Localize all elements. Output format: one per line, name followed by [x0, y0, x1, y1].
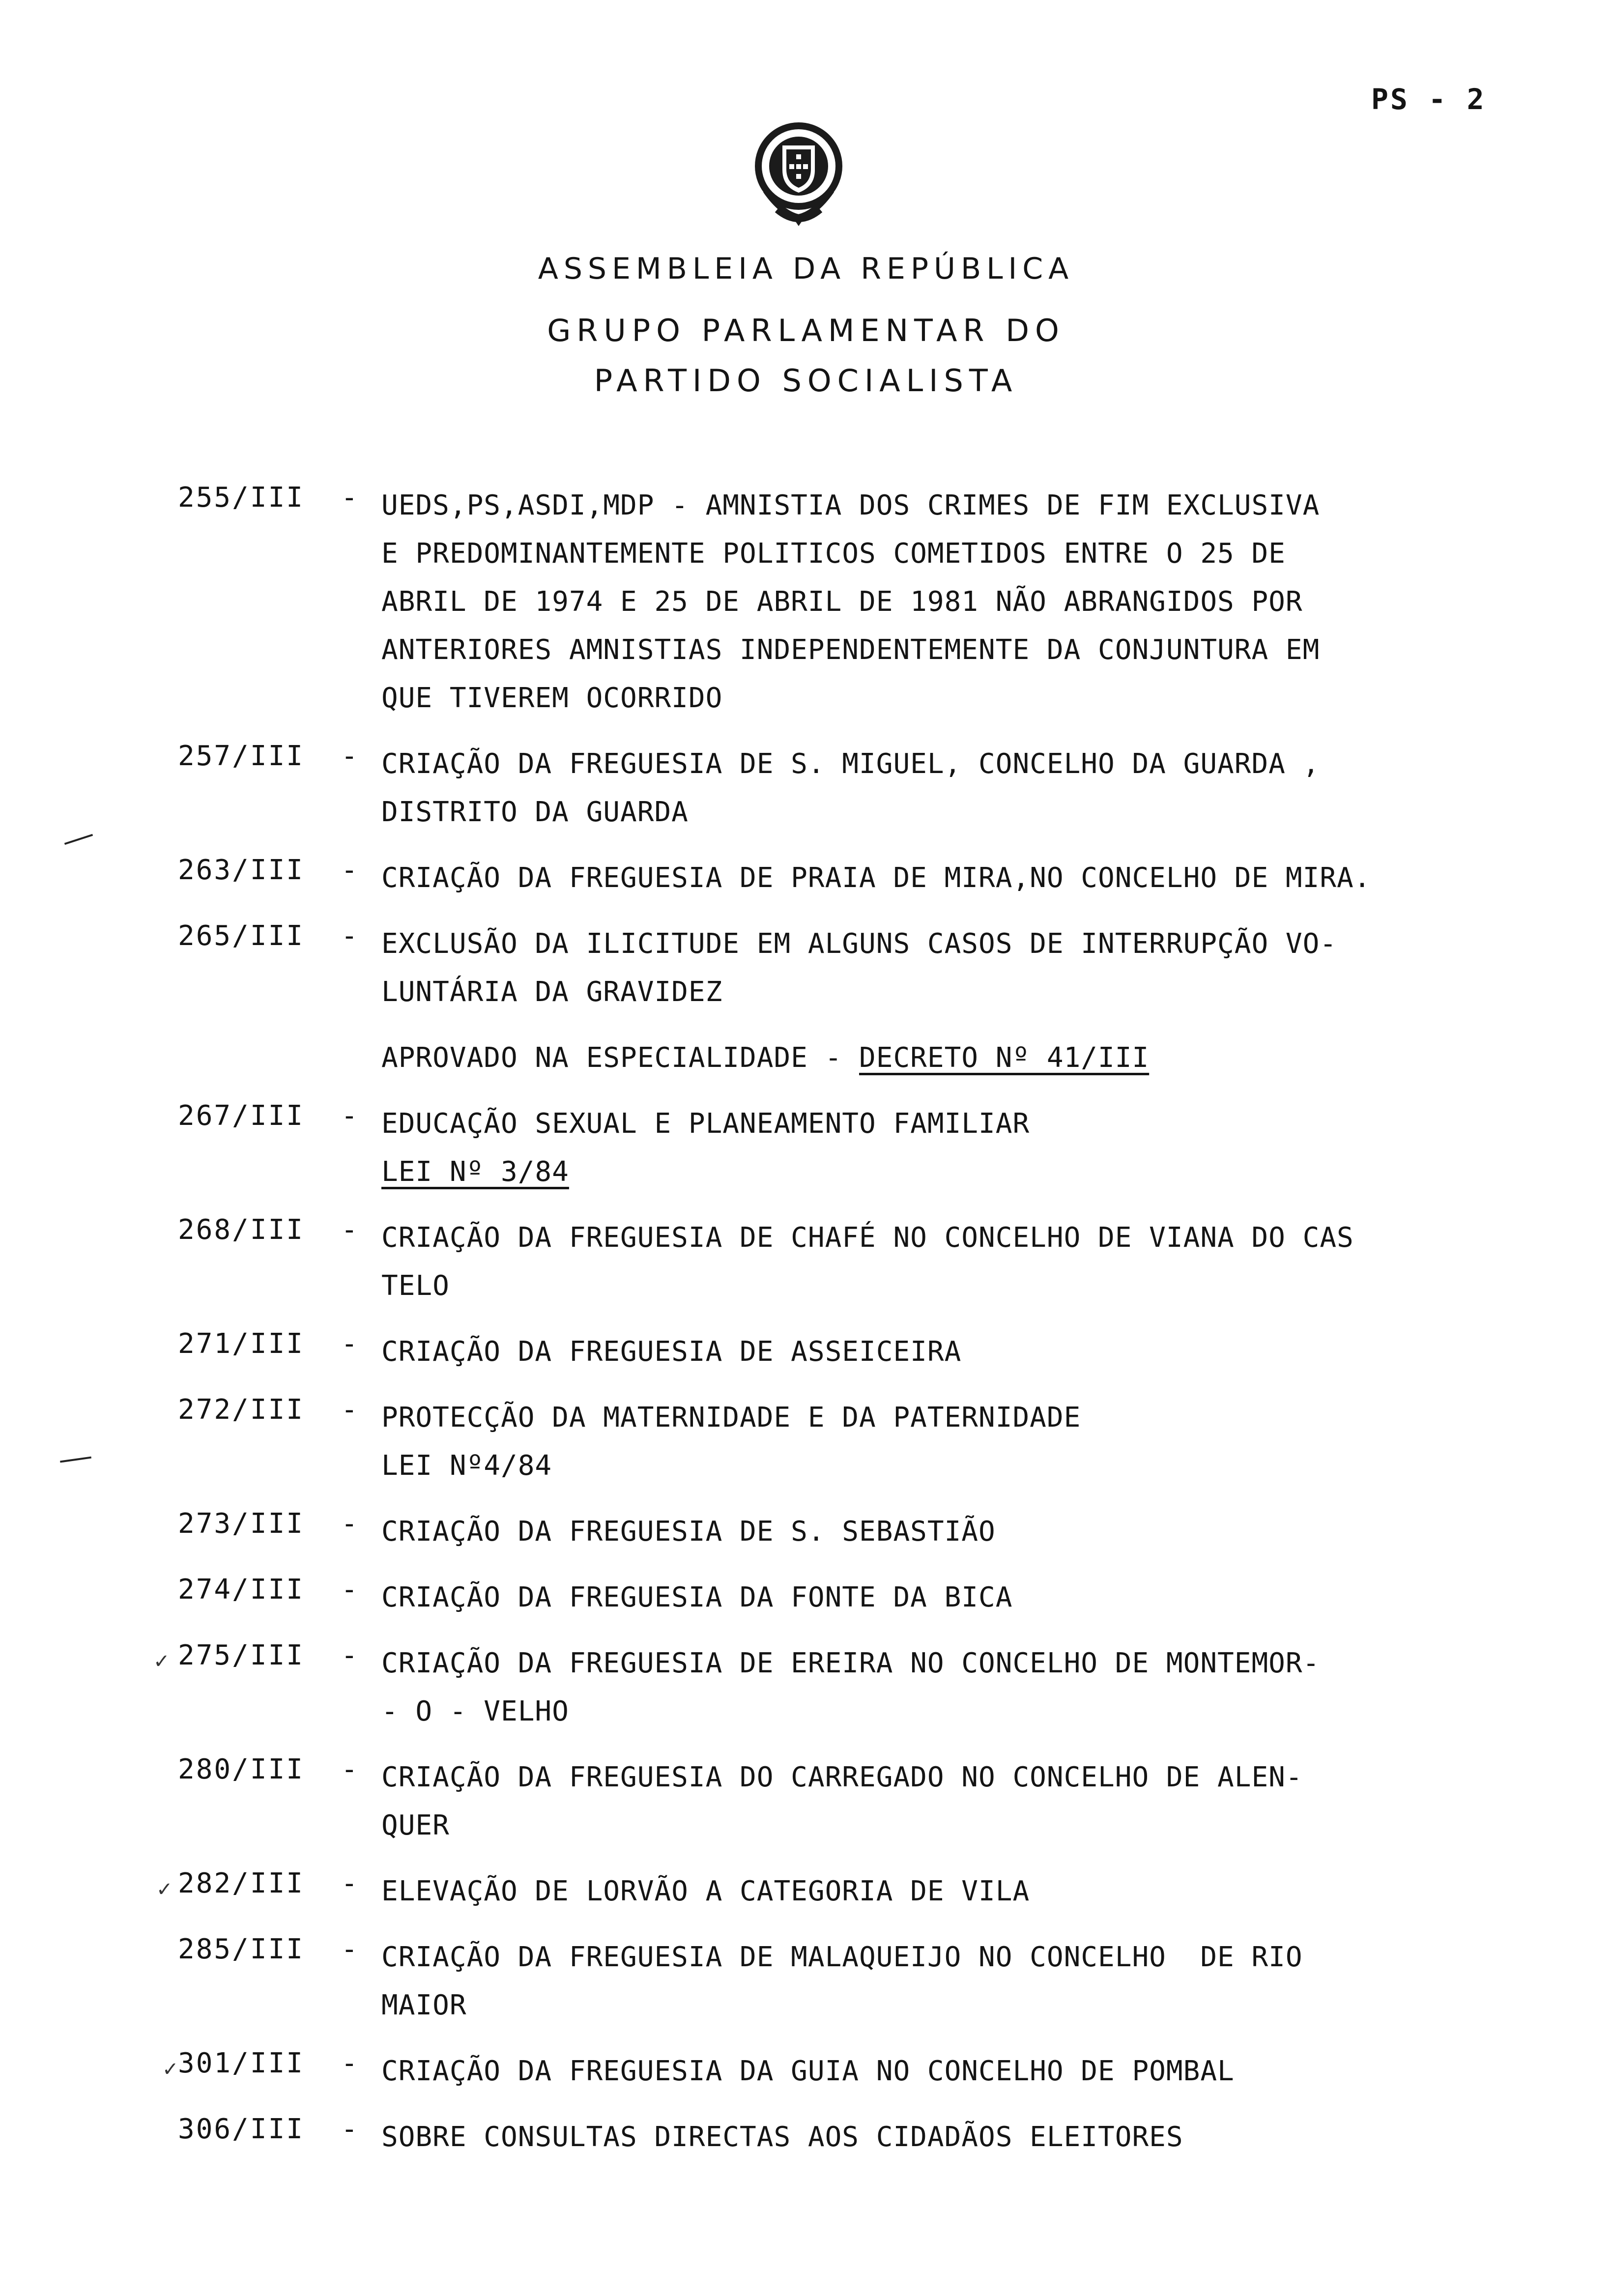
separator: -	[341, 482, 358, 514]
bill-title: CRIAÇÃO DA FREGUESIA DE CHAFÉ NO CONCELHO DE VIANA DO CAS TELO	[381, 1222, 1354, 1302]
bill-list	[0, 482, 1612, 2161]
bill-entry	[0, 740, 1612, 836]
separator: -	[341, 2113, 358, 2145]
separator: -	[341, 1394, 358, 1426]
separator: -	[341, 1933, 358, 1965]
bill-entry	[0, 920, 1612, 1082]
check-mark-icon: ✓	[156, 1878, 173, 1901]
bill-title: EXCLUSÃO DA ILICITUDE EM ALGUNS CASOS DE INTERRUPÇÃO VO- LUNTÁRIA DA GRAVIDEZ APROVADO NA ESPECIALIDADE - DECRETO Nº 41/III	[381, 928, 1337, 1074]
separator: -	[341, 1753, 358, 1785]
bill-number: 285/III	[178, 1933, 305, 1965]
status-prefix: APROVADO NA ESPECIALIDADE -	[381, 1042, 860, 1074]
bill-entry	[0, 1214, 1612, 1310]
bill-number: 267/III	[178, 1100, 305, 1132]
bill-title: CRIAÇÃO DA FREGUESIA DE S. MIGUEL, CONCELHO DA GUARDA , DISTRITO DA GUARDA	[381, 748, 1320, 828]
bill-title: ELEVAÇÃO DE LORVÃO A CATEGORIA DE VILA	[381, 1875, 1030, 1907]
bill-number: 280/III	[178, 1753, 305, 1785]
bill-number: 306/III	[178, 2113, 305, 2145]
bill-entry	[0, 1100, 1612, 1196]
separator: -	[341, 854, 358, 886]
separator: -	[341, 1867, 358, 1899]
bill-entry	[0, 854, 1612, 902]
bill-entry	[0, 1753, 1612, 1850]
bill-entry	[0, 1328, 1612, 1376]
bill-title: CRIAÇÃO DA FREGUESIA DE PRAIA DE MIRA,NO CONCELHO DE MIRA.	[381, 862, 1371, 894]
bill-number: 275/III	[178, 1639, 305, 1671]
bill-entry	[0, 1639, 1612, 1736]
bill-number: 263/III	[178, 854, 305, 886]
bill-number: 268/III	[178, 1214, 305, 1246]
separator: -	[341, 1214, 358, 1246]
bill-entry	[0, 2113, 1612, 2161]
bill-title: CRIAÇÃO DA FREGUESIA DA GUIA NO CONCELHO DE POMBAL	[381, 2055, 1235, 2087]
bill-title: CRIAÇÃO DA FREGUESIA DE S. SEBASTIÃO	[381, 1516, 996, 1548]
separator: -	[341, 1574, 358, 1606]
separator: -	[341, 1639, 358, 1671]
bill-entry	[0, 1574, 1612, 1622]
bill-title: CRIAÇÃO DA FREGUESIA DE EREIRA NO CONCELHO DE MONTEMOR- - O - VELHO	[381, 1647, 1320, 1727]
bill-title: EDUCAÇÃO SEXUAL E PLANEAMENTO FAMILIAR LEI Nº 3/84	[381, 1108, 1030, 1188]
header-group: GRUPO PARLAMENTAR DO	[547, 313, 1065, 348]
separator: -	[341, 1100, 358, 1132]
coat-of-arms-icon	[747, 117, 850, 230]
bill-number: 301/III	[178, 2047, 305, 2079]
bill-title: UEDS,PS,ASDI,MDP - AMNISTIA DOS CRIMES DE FIM EXCLUSIVA E PREDOMINANTEMENTE POLITICOS COMETIDOS ENTRE O 25 DE ABRIL DE 1974 E 25 DE ABRIL DE 1981 NÃO ABRANGIDOS POR ANTERIORES AMNISTIAS INDEPENDENTEMENTE DA CONJUNTURA EM QUE TIVEREM OCORRIDO	[381, 489, 1320, 714]
check-mark-icon: ✓	[153, 1650, 170, 1673]
decree-reference: DECRETO Nº 41/III	[859, 1042, 1150, 1074]
bill-entry	[0, 1867, 1612, 1916]
bill-title: CRIAÇÃO DA FREGUESIA DA FONTE DA BICA	[381, 1581, 1013, 1613]
page-number: PS - 2	[1371, 83, 1486, 116]
bill-title: SOBRE CONSULTAS DIRECTAS AOS CIDADÃOS ELEITORES	[381, 2121, 1183, 2153]
bill-title: CRIAÇÃO DA FREGUESIA DE ASSEICEIRA	[381, 1336, 962, 1368]
bill-number: 265/III	[178, 920, 305, 952]
bill-title: CRIAÇÃO DA FREGUESIA DE MALAQUEIJO NO CONCELHO DE RIO MAIOR	[381, 1941, 1303, 2021]
bill-number: 274/III	[178, 1574, 305, 1606]
header-party: PARTIDO SOCIALISTA	[594, 363, 1018, 399]
bill-number: 272/III	[178, 1394, 305, 1426]
bill-entry	[0, 1933, 1612, 2030]
separator: -	[341, 1328, 358, 1360]
bill-number: 271/III	[178, 1328, 305, 1360]
bill-title: CRIAÇÃO DA FREGUESIA DO CARREGADO NO CONCELHO DE ALEN- QUER	[381, 1761, 1303, 1841]
bill-entry	[0, 2047, 1612, 2095]
check-mark-icon: ✓	[162, 2058, 179, 2081]
bill-number: 282/III	[178, 1867, 305, 1899]
header-assembly: ASSEMBLEIA DA REPÚBLICA	[538, 252, 1074, 286]
bill-title: PROTECÇÃO DA MATERNIDADE E DA PATERNIDADE LEI Nº4/84	[381, 1402, 1081, 1482]
bill-number: 257/III	[178, 740, 305, 772]
separator: -	[341, 2047, 358, 2079]
bill-number: 273/III	[178, 1508, 305, 1540]
bill-entry	[0, 1394, 1612, 1490]
bill-entry	[0, 482, 1612, 722]
bill-number: 255/III	[178, 482, 305, 514]
law-reference: LEI Nº 3/84	[381, 1156, 569, 1188]
separator: -	[341, 1508, 358, 1540]
separator: -	[341, 740, 358, 772]
separator: -	[341, 920, 358, 952]
bill-entry	[0, 1508, 1612, 1556]
